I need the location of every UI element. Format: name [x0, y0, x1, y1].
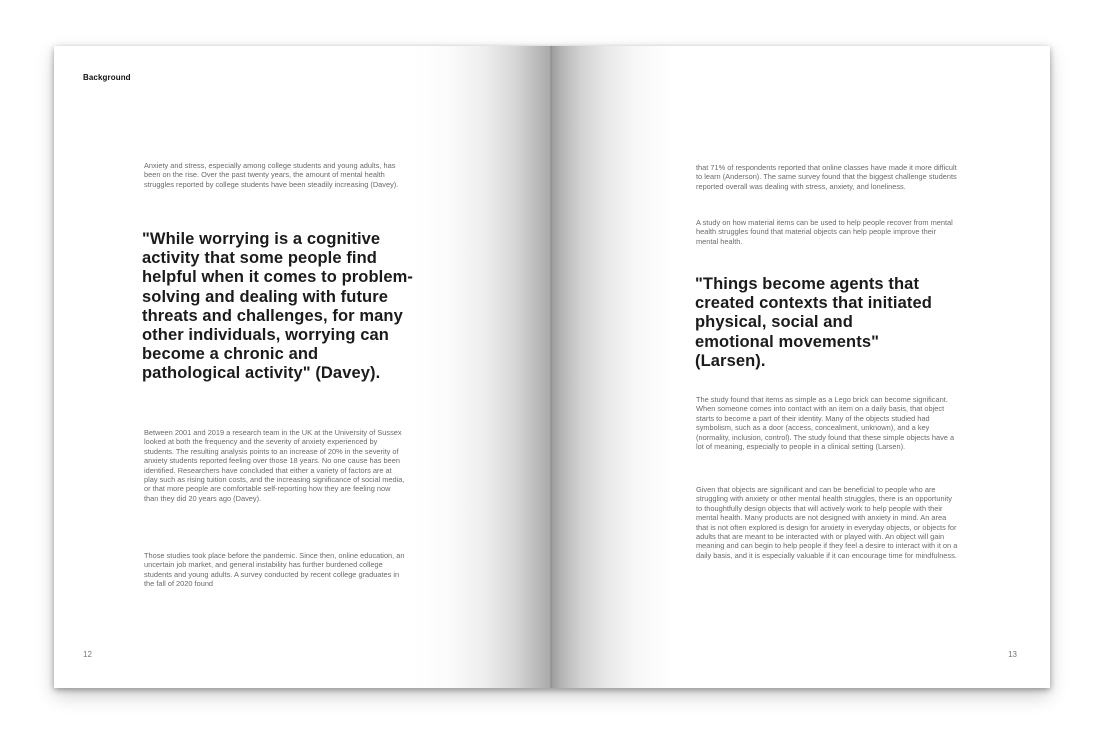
right-paragraph-3: The study found that items as simple as a Lego brick can become significant. When someone comes into contact with an item on a daily basis, that object starts to become a part of their identity. Many of the objects studied had symbolism, such as a door (access, concealment, unknown), and a key (normality, inclusion, control). The study found that these simple objects have a lot of meaning, especially to people in a clinical setting (Larsen).	[696, 395, 955, 452]
section-label: Background	[83, 73, 131, 82]
right-page	[551, 46, 1050, 688]
right-paragraph-2: A study on how material items can be used to help people recover from mental health struggles found that material objects can help people improve their mental health.	[696, 218, 953, 246]
left-paragraph-2: Between 2001 and 2019 a research team in the UK at the University of Sussex looked at both the frequency and the severity of anxiety experienced by students. The resulting analysis points to an increase of 20% in the severity of anxiety students reported feeling over those 18 years. No one cause has been identified. Researchers have concluded that either a variety of factors are at play such as rising tuition costs, and the increasing significance of social media, or that more people are comfortable self-reporting how they are feeling now than they did 20 years ago (Davey).	[144, 428, 405, 503]
right-pull-quote: "Things become agents that created contexts that initiated physical, social and emotional movements" (Larsen).	[695, 275, 932, 370]
left-pull-quote: "While worrying is a cognitive activity that some people find helpful when it comes to problem-solving and dealing with future threats and challenges, for many other individuals, worrying can become a chronic and pathological activity" (Davey).	[142, 230, 413, 383]
book-spine	[550, 46, 552, 688]
left-page	[54, 46, 551, 688]
left-paragraph-1: Anxiety and stress, especially among college students and young adults, has been on the rise. Over the past twenty years, the amount of mental health struggles reported by college students have been steadily increasing (Davey).	[144, 161, 399, 189]
left-paragraph-3: Those studies took place before the pandemic. Since then, online education, an uncertain job market, and general instability has further burdened college students and young adults. A survey conducted by recent college graduates in the fall of 2020 found	[144, 551, 405, 589]
right-page-number: 13	[1008, 650, 1017, 659]
right-paragraph-1: that 71% of respondents reported that online classes have made it more difficult to learn (Anderson). The same survey found that the biggest challenge students reported overall was dealing with stress, anxiety, and loneliness.	[696, 163, 957, 191]
left-page-number: 12	[83, 650, 92, 659]
right-paragraph-4: Given that objects are significant and can be beneficial to people who are struggling with anxiety or other mental health struggles, there is an opportunity to thoughtfully design objects that will actively work to help people with their mental health. Many products are not designed with anxiety in mind. An area that is not often explored is design for anxiety in everyday objects, or objects for adults that are meant to be interacted with or played with. An object will gain meaning and can begin to help people if they feel a desire to interact with it on a daily basis, and it is especially valuable if it can encourage time for mindfulness.	[696, 485, 958, 560]
book-spread	[54, 46, 1050, 688]
